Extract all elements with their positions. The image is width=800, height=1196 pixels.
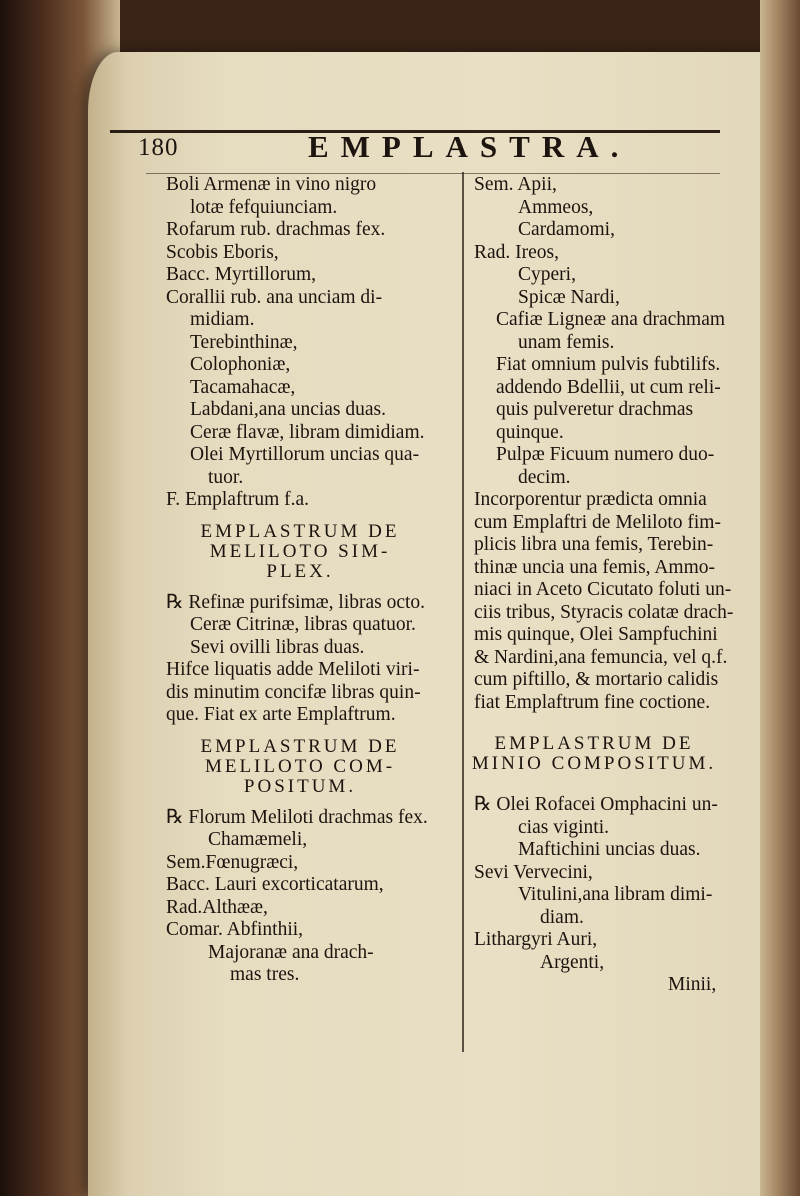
paragraph-gap	[144, 727, 456, 737]
text-line: midiam.	[190, 309, 255, 330]
paragraph-gap	[144, 797, 456, 807]
text-line: Scobis Eboris,	[166, 241, 279, 263]
text-line: Sem.Fœnugræci,	[166, 851, 299, 873]
text-line: fiat Emplaftrum fine coctione.	[474, 691, 711, 713]
text-line: Bacc. Myrtillorum,	[166, 264, 317, 285]
text-line: Maftichini uncias duas.	[518, 839, 701, 860]
text-line: Rad.Althææ,	[166, 896, 268, 918]
text-line: Olei Myrtillorum uncias qua-	[190, 444, 420, 465]
text-line: Cardamomi,	[518, 219, 615, 240]
section-heading: PLEX.	[266, 560, 334, 582]
text-line: quinque.	[496, 421, 564, 443]
text-line: Tacamahacæ,	[190, 376, 296, 398]
text-line: diam.	[540, 906, 584, 928]
left-column	[144, 174, 456, 987]
text-line: Terebinthinæ,	[190, 331, 298, 353]
text-line: lotæ fefquiunciam.	[190, 196, 338, 218]
text-line: Labdani,ana uncias duas.	[190, 399, 387, 420]
text-line: quis pulveretur drachmas	[496, 399, 694, 420]
text-line: Sevi Vervecini,	[474, 861, 593, 883]
text-line: Boli Armenæ in vino nigro	[166, 174, 377, 195]
section-heading: EMPLASTRUM DE	[200, 735, 400, 757]
text-line: Argenti,	[540, 951, 605, 973]
text-line: cum piftillo, & mortario calidis	[474, 669, 719, 690]
paragraph-gap	[144, 582, 456, 592]
text-line: Corallii rub. ana unciam di-	[166, 286, 383, 308]
text-line: niaci in Aceto Cicutato foluti un-	[474, 579, 732, 600]
text-line: Incorporentur prædicta omnia	[474, 489, 707, 510]
text-line: Spicæ Nardi,	[518, 286, 620, 308]
text-line: ℞ Florum Meliloti drachmas fex.	[166, 806, 428, 828]
text-line: Majoranæ ana drach-	[208, 941, 374, 963]
text-line: unam femis.	[518, 331, 615, 353]
text-line: dis minutim concifæ libras quin-	[166, 681, 421, 703]
section-heading: MELILOTO COM-	[204, 755, 396, 777]
text-line: Bacc. Lauri excorticatarum,	[166, 874, 384, 895]
text-line: cum Emplaftri de Meliloto fim-	[474, 511, 721, 533]
text-line: Cafiæ Ligneæ ana drachmam	[496, 309, 726, 330]
text-line: Ceræ flavæ, libram dimidiam.	[190, 421, 425, 443]
text-line: tuor.	[208, 466, 244, 488]
text-line: Lithargyri Auri,	[474, 929, 598, 950]
text-line: Fiat omnium pulvis fubtilifs.	[496, 354, 721, 375]
section-heading: EMPLASTRUM DE	[200, 520, 400, 542]
page-right-edge	[760, 0, 800, 1196]
column-divider	[462, 172, 464, 1052]
right-column	[468, 174, 734, 997]
page-header	[98, 124, 738, 176]
section-heading: EMPLASTRUM DE	[494, 733, 694, 754]
text-line: Sevi ovilli libras duas.	[190, 636, 365, 658]
text-line: Ammeos,	[518, 196, 594, 218]
text-line: mis quinque, Olei Sampfuchini	[474, 624, 718, 645]
text-line: decim.	[518, 466, 571, 488]
running-title: EMPLASTRA.	[308, 129, 631, 164]
text-line: plicis libra una femis, Terebin-	[474, 534, 714, 555]
text-line: Rad. Ireos,	[474, 241, 560, 263]
text-line: Sem. Apii,	[474, 174, 557, 195]
text-line: ciis tribus, Styracis colatæ drach-	[474, 601, 734, 623]
text-line: Rofarum rub. drachmas fex.	[166, 219, 386, 240]
text-line: Cyperi,	[518, 264, 576, 285]
text-line: thinæ uncia una femis, Ammo-	[474, 556, 716, 578]
text-line: cias viginti.	[518, 816, 609, 838]
text-line: & Nardini,ana femuncia, vel q.f.	[474, 646, 728, 668]
text-line: F. Emplaftrum f.a.	[166, 489, 310, 510]
section-heading: POSITUM.	[243, 775, 357, 797]
text-line: ℞ Olei Rofacei Omphacini un-	[474, 794, 718, 815]
paragraph-gap	[468, 784, 720, 794]
text-line: addendo Bdellii, ut cum reli-	[496, 376, 721, 398]
text-line: que. Fiat ex arte Emplaftrum.	[166, 704, 396, 725]
text-line: Chamæmeli,	[208, 829, 308, 850]
paragraph-gap	[468, 714, 720, 724]
text-line: Pulpæ Ficuum numero duo-	[496, 444, 715, 465]
text-line: mas tres.	[230, 964, 300, 985]
text-line: Vitulini,ana libram dimi-	[518, 884, 713, 905]
text-line: Hifce liquatis adde Meliloti viri-	[166, 659, 420, 680]
text-line: Comar. Abfinthii,	[166, 919, 304, 940]
text-line: ℞ Refinæ purifsimæ, libras octo.	[166, 591, 426, 613]
paragraph-gap	[144, 512, 456, 522]
page-number: 180	[138, 134, 179, 161]
paragraph-gap	[468, 774, 720, 784]
text-line: Ceræ Citrinæ, libras quatuor.	[190, 614, 416, 635]
section-heading: MELILOTO SIM-	[209, 540, 391, 562]
text-line: Colophoniæ,	[190, 354, 291, 375]
text-line: Minii,	[668, 974, 717, 995]
section-heading: MINIO COMPOSITUM.	[471, 753, 717, 774]
